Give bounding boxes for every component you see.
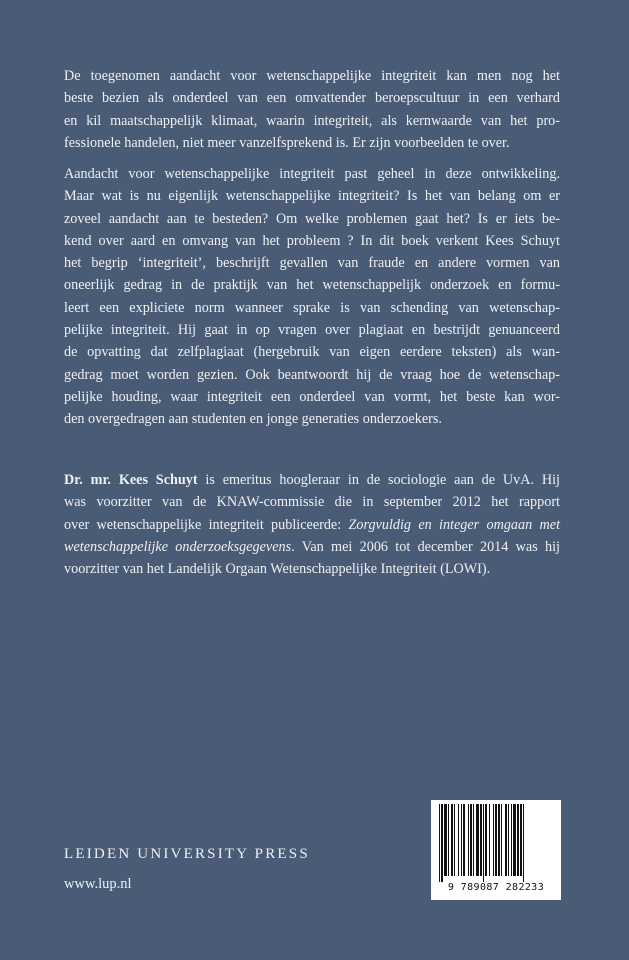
blurb-line: pelijke integriteit. Hij gaat in op vragen over plagiaat en bestrijdt genuanceerd [64, 322, 560, 339]
barcode-bar [468, 804, 469, 876]
barcode-bar [476, 804, 479, 876]
blurb-line: gedrag moet worden gezien. Ook beantwoordt hij de vraag hoe de wetenschap- [64, 366, 560, 383]
blurb-line: Maar wat is nu eigenlijk wetenschappelijke integriteit? Is het van belang om er [64, 188, 560, 205]
barcode-bar [444, 804, 447, 876]
barcode-bar [441, 804, 443, 882]
blurb-line: beste bezien als onderdeel van een omvattender beroepscultuur in een verhard [64, 90, 560, 107]
bio-line [64, 469, 560, 491]
blurb-line: Aandacht voor wetenschappelijke integriteit past geheel in deze ontwikkeling. [64, 166, 560, 182]
barcode-bar [485, 804, 487, 876]
barcode-bar [454, 804, 455, 876]
bio-text: is emeritus hoogleraar in de sociologie aan de UvA. Hij [197, 472, 560, 488]
barcode-bar [498, 804, 500, 876]
blurb-line: zoveel aandacht aan te besteden? Om welke problemen gaat het? Is er iets be- [64, 210, 560, 227]
publisher-name: LEIDEN UNIVERSITY PRESS [64, 846, 310, 862]
author-name: Dr. mr. Kees Schuyt [64, 472, 198, 488]
blurb-paragraph-1 [64, 65, 560, 154]
barcode-bar [501, 804, 502, 876]
barcode-bar [505, 804, 507, 876]
bio-line [64, 514, 560, 536]
blurb-line: pelijke houding, waar integriteit een onderdeel van vormt, het beste kan wor- [64, 388, 560, 405]
barcode-bar [513, 804, 516, 876]
barcode-bar [508, 804, 509, 876]
barcode-bar [523, 804, 524, 882]
bio-line [64, 536, 560, 558]
blurb-line: den overgedragen aan studenten en jonge generaties onderzoekers. [64, 411, 442, 428]
bio-line: voorzitter van het Landelijk Orgaan Wetenschappelijke Integriteit (LOWI). [64, 561, 491, 578]
barcode-bars-icon [437, 804, 555, 882]
blurb-line: kend over aard en omvang van het probleem ? In dit boek verkent Kees Schuyt [64, 232, 560, 249]
isbn-number: 9 789087 282233 [447, 882, 545, 893]
barcode-bar [458, 804, 459, 876]
barcode-bar [439, 804, 440, 882]
barcode-bar [463, 804, 465, 876]
barcode-bar [520, 804, 522, 876]
barcode-bar [470, 804, 472, 876]
barcode-bar [493, 804, 494, 876]
barcode-bar [461, 804, 462, 876]
isbn-barcode [431, 800, 561, 900]
barcode-bar [480, 804, 482, 876]
blurb-line: leert een expliciete norm wanneer sprake is van schending van wetenschap- [64, 299, 560, 316]
bio-text: . Van mei 2006 tot december 2014 was hij [291, 538, 560, 555]
barcode-bar [473, 804, 474, 876]
blurb-line: De toegenomen aandacht voor wetenschappelijke integriteit kan men nog het [64, 68, 560, 84]
barcode-bar [483, 804, 484, 882]
barcode-bar [448, 804, 449, 876]
publisher-website[interactable]: www.lup.nl [64, 876, 132, 892]
blurb-line: de opvatting dat zelfplagiaat (hergebruik van eigen eerdere teksten) als wan- [64, 344, 560, 361]
barcode-bar [511, 804, 512, 876]
barcode-bar [489, 804, 490, 876]
blurb-paragraph-2 [64, 163, 560, 431]
blurb-line: fessionele handelen, niet meer vanzelfsprekend is. Er zijn voorbeelden te over. [64, 134, 510, 151]
report-title: Zorgvuldig en integer omgaan met [348, 516, 561, 533]
bio-text: over wetenschappelijke integriteit publiceerde: [64, 516, 349, 533]
author-bio [64, 469, 560, 580]
report-title: wetenschappelijke onderzoeksgegevens [64, 538, 292, 555]
bio-line: was voorzitter van de KNAW-commissie die in september 2012 het rapport [64, 494, 560, 511]
blurb-line: oneerlijk gedrag in de praktijk van het wetenschappelijk onderzoek en formu- [64, 277, 560, 294]
barcode-bar [451, 804, 453, 876]
blurb-line: het begrip ‘integriteit’, beschrijft gevallen van fraude en andere vormen van [64, 255, 560, 272]
barcode-bar [517, 804, 519, 876]
blurb-line: en kil maatschappelijk klimaat, waarin integriteit, als kernwaarde van het pro- [64, 112, 560, 129]
barcode-bar [495, 804, 497, 876]
